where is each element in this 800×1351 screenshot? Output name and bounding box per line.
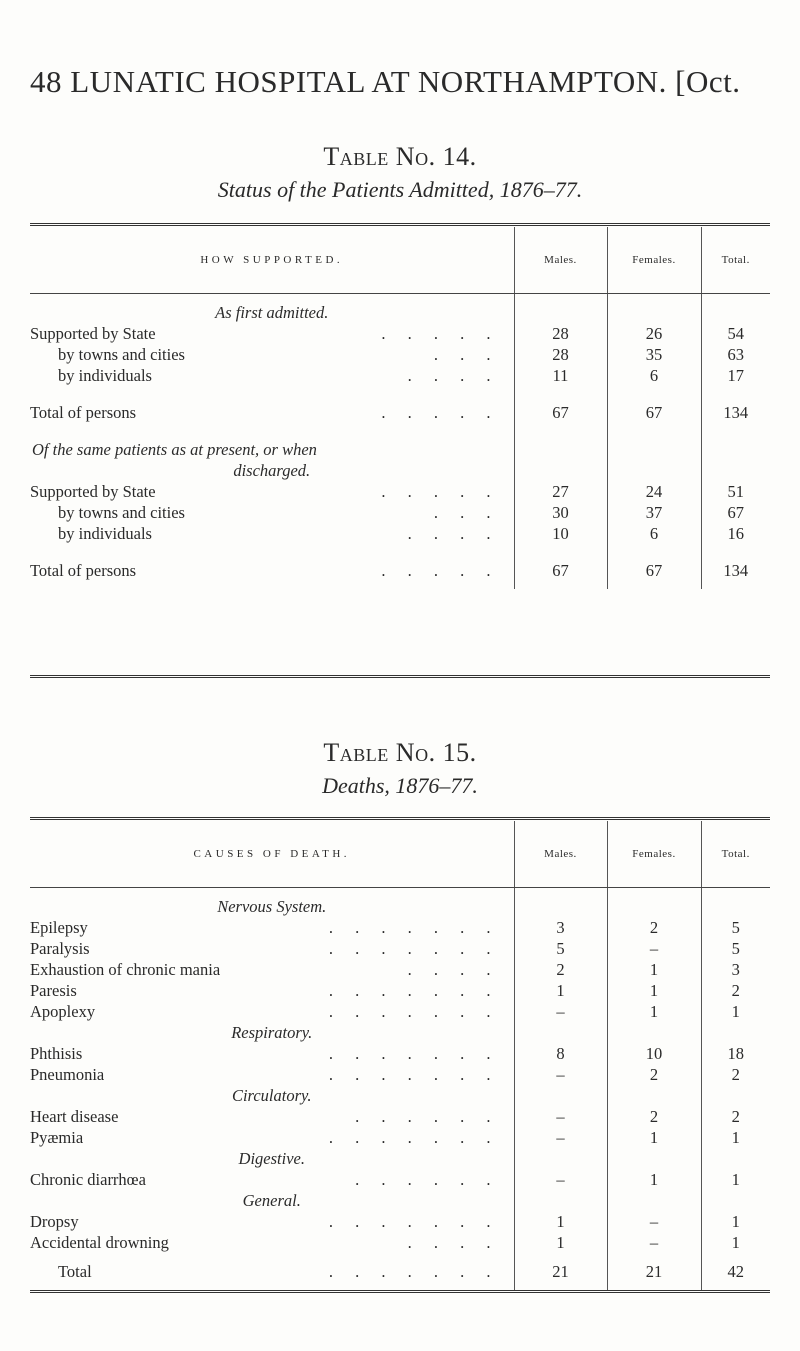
table-15-subtitle: Deaths, 1876–77.: [322, 773, 478, 798]
header-females: Females.: [607, 227, 701, 294]
header-total: Total.: [701, 821, 770, 888]
table-row: Phthisis . . . . . . . 8 10 18: [30, 1043, 770, 1064]
table-14-title: Table No. 14.: [323, 142, 477, 171]
table-row: Supported by State . . . . . 28 26 54: [30, 323, 770, 344]
table-row: Paralysis . . . . . . . 5 – 5: [30, 938, 770, 959]
table-row: Dropsy . . . . . . . 1 – 1: [30, 1211, 770, 1232]
table-14-bottom-rule: [30, 675, 770, 678]
section-heading: Digestive.: [238, 1149, 305, 1168]
table-15: [30, 821, 770, 1290]
table-14: [30, 227, 770, 589]
header-total: Total.: [701, 227, 770, 294]
table-row: Epilepsy . . . . . . . 3 2 5: [30, 917, 770, 938]
header-males: Males.: [514, 821, 607, 888]
table-row: Exhaustion of chronic mania . . . . 2 1 3: [30, 959, 770, 980]
section-heading-continued: discharged.: [233, 461, 311, 480]
section-heading: General.: [242, 1191, 301, 1210]
table-row-total: Total of persons . . . . . 67 67 134: [30, 560, 770, 581]
table-14-top-rule: [30, 223, 770, 226]
table-row: Apoplexy . . . . . . . – 1 1: [30, 1001, 770, 1022]
table-row: by towns and cities . . . 28 35 63: [30, 344, 770, 365]
table-row: by individuals . . . . 11 6 17: [30, 365, 770, 386]
header-females: Females.: [607, 821, 701, 888]
table-row: by individuals . . . . 10 6 16: [30, 523, 770, 544]
table-row: Pyæmia . . . . . . . – 1 1: [30, 1127, 770, 1148]
table-row: by towns and cities . . . 30 37 67: [30, 502, 770, 523]
table-row: Heart disease . . . . . . – 2 2: [30, 1106, 770, 1127]
section-heading: Of the same patients as at present, or when: [32, 440, 317, 459]
table-row: Accidental drowning . . . . 1 – 1: [30, 1232, 770, 1253]
section-heading: As first admitted.: [215, 303, 329, 322]
section-heading: Respiratory.: [231, 1023, 313, 1042]
table-row: Chronic diarrhœa . . . . . . – 1 1: [30, 1169, 770, 1190]
header-how-supported: HOW SUPPORTED.: [30, 227, 514, 294]
section-heading: Nervous System.: [217, 897, 327, 916]
header-males: Males.: [514, 227, 607, 294]
table-15-top-rule: [30, 817, 770, 820]
table-row: Supported by State . . . . . 27 24 51: [30, 481, 770, 502]
table-row: Pneumonia . . . . . . . – 2 2: [30, 1064, 770, 1085]
page-header: 48 LUNATIC HOSPITAL AT NORTHAMPTON. [Oct.: [30, 64, 741, 99]
header-causes-of-death: CAUSES OF DEATH.: [30, 821, 514, 888]
section-heading: Circulatory.: [231, 1086, 312, 1105]
table-14-subtitle: Status of the Patients Admitted, 1876–77.: [217, 177, 583, 202]
table-15-title: Table No. 15.: [323, 738, 477, 767]
table-15-bottom-rule: [30, 1290, 770, 1293]
table-row-total: Total . . . . . . . 21 21 42: [30, 1261, 770, 1282]
table-row-total: Total of persons . . . . . 67 67 134: [30, 402, 770, 423]
table-row: Paresis . . . . . . . 1 1 2: [30, 980, 770, 1001]
